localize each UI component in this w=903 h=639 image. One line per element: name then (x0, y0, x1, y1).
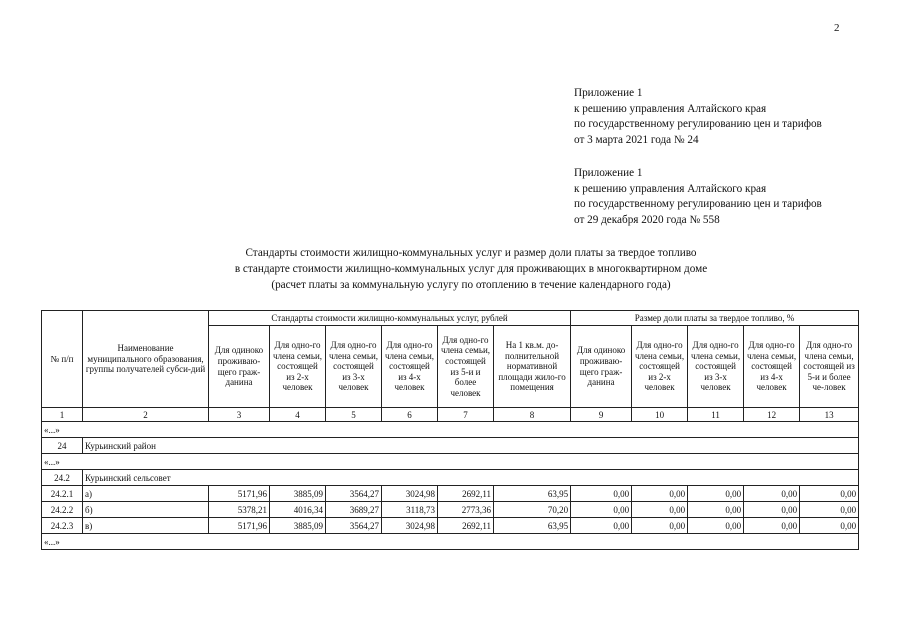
row-name: б) (83, 502, 209, 518)
cell-value: 0,00 (632, 518, 688, 534)
document-title (150, 245, 792, 293)
appendix-header-original (574, 166, 822, 228)
row-num: 24.2.1 (42, 486, 83, 502)
column-number: 8 (494, 408, 571, 422)
table-row (42, 518, 859, 534)
header-sub: Для одно-го члена семьи, состоящей из 5-и и более че-ловек (800, 326, 859, 408)
council-num: 24.2 (42, 470, 83, 486)
column-number: 12 (744, 408, 800, 422)
cell-value: 0,00 (571, 486, 632, 502)
ellipsis-row: «...» (42, 454, 859, 470)
cell-value: 0,00 (744, 502, 800, 518)
title-line: Стандарты стоимости жилищно-коммунальных услуг и размер доли платы за твердое топливо (245, 247, 697, 259)
column-number: 11 (688, 408, 744, 422)
title-line: (расчет платы за коммунальную услугу по отоплению в течение календарного года) (271, 279, 671, 291)
header-sub: Для одиноко проживаю-щего граж-данина (571, 326, 632, 408)
appendix-line: от 3 марта 2021 года № 24 (574, 133, 699, 146)
cell-value: 5378,21 (209, 502, 270, 518)
cell-value: 0,00 (688, 518, 744, 534)
appendix-line: к решению управления Алтайского края (574, 102, 767, 115)
header-num: № п/п (42, 311, 83, 408)
standards-table (41, 310, 859, 550)
title-line: в стандарте стоимости жилищно-коммунальных услуг для проживающих в многоквартирном доме (234, 263, 708, 275)
appendix-line: по государственному регулированию цен и тарифов (574, 118, 822, 131)
row-num: 24.2.2 (42, 502, 83, 518)
header-sub: Для одно-го члена семьи, состоящей из 4-х человек (744, 326, 800, 408)
cell-value: 3885,09 (270, 518, 326, 534)
cell-value: 0,00 (744, 486, 800, 502)
cell-value: 2773,36 (438, 502, 494, 518)
cell-value: 0,00 (800, 518, 859, 534)
header-sub: Для одно-го члена семьи, состоящей из 3-х человек (688, 326, 744, 408)
cell-value: 5171,96 (209, 486, 270, 502)
appendix-line: Приложение 1 (574, 87, 643, 99)
cell-value: 0,00 (800, 502, 859, 518)
appendix-line: Приложение 1 (574, 167, 643, 179)
council-name: Курьинский сельсовет (83, 470, 859, 486)
column-number: 9 (571, 408, 632, 422)
cell-value: 0,00 (571, 502, 632, 518)
appendix-header-current (574, 86, 822, 148)
appendix-line: к решению управления Алтайского края (574, 182, 767, 195)
header-sub: Для одно-го члена семьи, состоящей из 5-и и более человек (438, 326, 494, 408)
cell-value: 0,00 (800, 486, 859, 502)
row-num: 24.2.3 (42, 518, 83, 534)
column-number: 5 (326, 408, 382, 422)
header-sub: Для одно-го члена семьи, состоящей из 3-х человек (326, 326, 382, 408)
column-number: 13 (800, 408, 859, 422)
cell-value: 5171,96 (209, 518, 270, 534)
cell-value: 63,95 (494, 518, 571, 534)
cell-value: 0,00 (688, 502, 744, 518)
column-number: 2 (83, 408, 209, 422)
cell-value: 0,00 (632, 486, 688, 502)
table-row (42, 486, 859, 502)
page-number: 2 (834, 22, 840, 34)
district-num: 24 (42, 438, 83, 454)
ellipsis-row: «...» (42, 534, 859, 550)
header-sub: Для одиноко проживаю-щего граж-данина (209, 326, 270, 408)
column-number: 7 (438, 408, 494, 422)
header-sub: На 1 кв.м. до-полнительной нормативной площади жило-го помещения (494, 326, 571, 408)
header-sub: Для одно-го члена семьи, состоящей из 4-х человек (382, 326, 438, 408)
column-number: 1 (42, 408, 83, 422)
cell-value: 3118,73 (382, 502, 438, 518)
cell-value: 3024,98 (382, 486, 438, 502)
cell-value: 0,00 (688, 486, 744, 502)
cell-value: 0,00 (632, 502, 688, 518)
cell-value: 2692,11 (438, 518, 494, 534)
row-name: а) (83, 486, 209, 502)
cell-value: 63,95 (494, 486, 571, 502)
column-number: 10 (632, 408, 688, 422)
cell-value: 0,00 (571, 518, 632, 534)
cell-value: 0,00 (744, 518, 800, 534)
header-standards-group: Стандарты стоимости жилищно-коммунальных услуг, рублей (209, 311, 571, 326)
column-number: 6 (382, 408, 438, 422)
cell-value: 70,20 (494, 502, 571, 518)
appendix-line: по государственному регулированию цен и тарифов (574, 198, 822, 211)
header-name: Наименование муниципального образования, группы получателей субси-дий (83, 311, 209, 408)
cell-value: 3564,27 (326, 518, 382, 534)
cell-value: 3689,27 (326, 502, 382, 518)
cell-value: 3885,09 (270, 486, 326, 502)
cell-value: 4016,34 (270, 502, 326, 518)
appendix-line: от 29 декабря 2020 года № 558 (574, 213, 720, 226)
cell-value: 3024,98 (382, 518, 438, 534)
header-sub: Для одно-го члена семьи, состоящей из 2-х человек (632, 326, 688, 408)
header-sub: Для одно-го члена семьи, состоящей из 2-х человек (270, 326, 326, 408)
header-share-group: Размер доли платы за твердое топливо, % (571, 311, 859, 326)
cell-value: 2692,11 (438, 486, 494, 502)
cell-value: 3564,27 (326, 486, 382, 502)
district-name: Курьинский район (83, 438, 859, 454)
column-number: 3 (209, 408, 270, 422)
row-name: в) (83, 518, 209, 534)
ellipsis-row: «...» (42, 422, 859, 438)
column-number: 4 (270, 408, 326, 422)
table-row (42, 502, 859, 518)
